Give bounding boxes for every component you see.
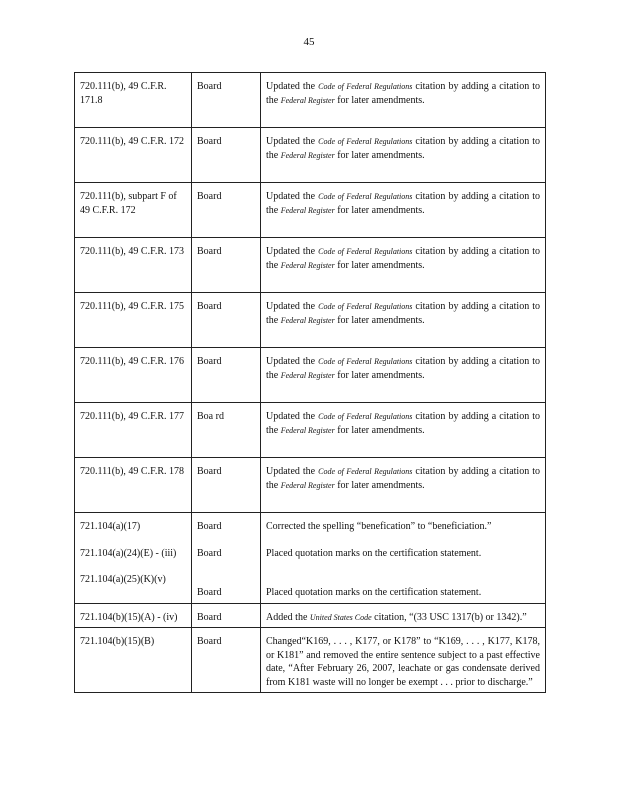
agency-cell: Board bbox=[192, 73, 261, 128]
table-row bbox=[75, 603, 546, 628]
description-cell: Updated the Code of Federal Regulations citation by adding a citation to the Federal Register for later amendments. bbox=[261, 183, 546, 238]
agency-cell: Board bbox=[192, 238, 261, 293]
table-row bbox=[75, 348, 546, 403]
section-cell: 720.111(b), 49 C.F.R. 172 bbox=[75, 128, 192, 183]
table-row bbox=[75, 403, 546, 458]
table-row bbox=[75, 293, 546, 348]
table-row bbox=[75, 238, 546, 293]
table-row bbox=[75, 458, 546, 513]
agency-cell: Board bbox=[192, 628, 261, 693]
agency-cell: Board bbox=[192, 128, 261, 183]
section-cell: 720.111(b), 49 C.F.R. 175 bbox=[75, 293, 192, 348]
description-cell: Updated the Code of Federal Regulations citation by adding a citation to the Federal Register for later amendments. bbox=[261, 128, 546, 183]
table-row bbox=[75, 513, 546, 604]
agency-cell: Board bbox=[192, 458, 261, 513]
description-text: Placed quotation marks on the certification statement. bbox=[266, 547, 482, 559]
description-cell bbox=[261, 513, 546, 604]
agency-cell: Board bbox=[192, 348, 261, 403]
description-cell: Updated the Code of Federal Regulations citation by adding a citation to the Federal Register for later amendments. bbox=[261, 238, 546, 293]
agency-cell: Board bbox=[192, 183, 261, 238]
agency-cell bbox=[192, 513, 261, 604]
section-text: 721.104(a)(17) bbox=[80, 521, 141, 532]
section-text: 721.104(a)(25)(K)(v) bbox=[80, 574, 166, 585]
description-cell: Updated the Code of Federal Regulations citation by adding a citation to the Federal Register for later amendments. bbox=[261, 73, 546, 128]
description-text: Placed quotation marks on the certification statement. bbox=[266, 587, 482, 598]
agency-cell: Board bbox=[192, 293, 261, 348]
description-cell: Changed“K169, . . . , K177, or K178” to “K169, . . . , K177, K178, or K181” and removed the entire sentence subject to a past effective date, “After February 26, 2007, leachate or gas condensate derived from K181 waste will no longer be exempt . . . prior to discharge.” bbox=[261, 628, 546, 693]
section-cell bbox=[75, 513, 192, 604]
agency-text: Board bbox=[197, 521, 222, 532]
table-row bbox=[75, 128, 546, 183]
table-row bbox=[75, 73, 546, 128]
section-cell: 720.111(b), subpart F of 49 C.F.R. 172 bbox=[75, 183, 192, 238]
section-cell: 720.111(b), 49 C.F.R. 178 bbox=[75, 458, 192, 513]
description-cell: Updated the Code of Federal Regulations citation by adding a citation to the Federal Register for later amendments. bbox=[261, 458, 546, 513]
agency-text: Board bbox=[197, 547, 222, 559]
description-cell: Updated the Code of Federal Regulations citation by adding a citation to the Federal Register for later amendments. bbox=[261, 403, 546, 458]
agency-cell: Boa rd bbox=[192, 403, 261, 458]
section-text: 721.104(a)(24)(E) - (iii) bbox=[80, 547, 177, 559]
description-cell: Updated the Code of Federal Regulations citation by adding a citation to the Federal Register for later amendments. bbox=[261, 348, 546, 403]
section-cell: 720.111(b), 49 C.F.R. 176 bbox=[75, 348, 192, 403]
section-cell: 720.111(b), 49 C.F.R. 171.8 bbox=[75, 73, 192, 128]
section-cell: 721.104(b)(15)(B) bbox=[75, 628, 192, 693]
description-text: Corrected the spelling “benefication” to “beneficiation.” bbox=[266, 521, 492, 532]
description-cell: Updated the Code of Federal Regulations citation by adding a citation to the Federal Register for later amendments. bbox=[261, 293, 546, 348]
section-cell: 720.111(b), 49 C.F.R. 173 bbox=[75, 238, 192, 293]
amendments-table bbox=[74, 72, 546, 693]
description-cell: Added the United States Code citation, “(33 USC 1317(b) or 1342).” bbox=[261, 603, 546, 628]
table-row bbox=[75, 628, 546, 693]
section-cell: 721.104(b)(15)(A) - (iv) bbox=[75, 603, 192, 628]
agency-cell: Board bbox=[192, 603, 261, 628]
section-cell: 720.111(b), 49 C.F.R. 177 bbox=[75, 403, 192, 458]
agency-text: Board bbox=[197, 587, 222, 598]
page-number: 45 bbox=[303, 36, 315, 48]
table-row bbox=[75, 183, 546, 238]
